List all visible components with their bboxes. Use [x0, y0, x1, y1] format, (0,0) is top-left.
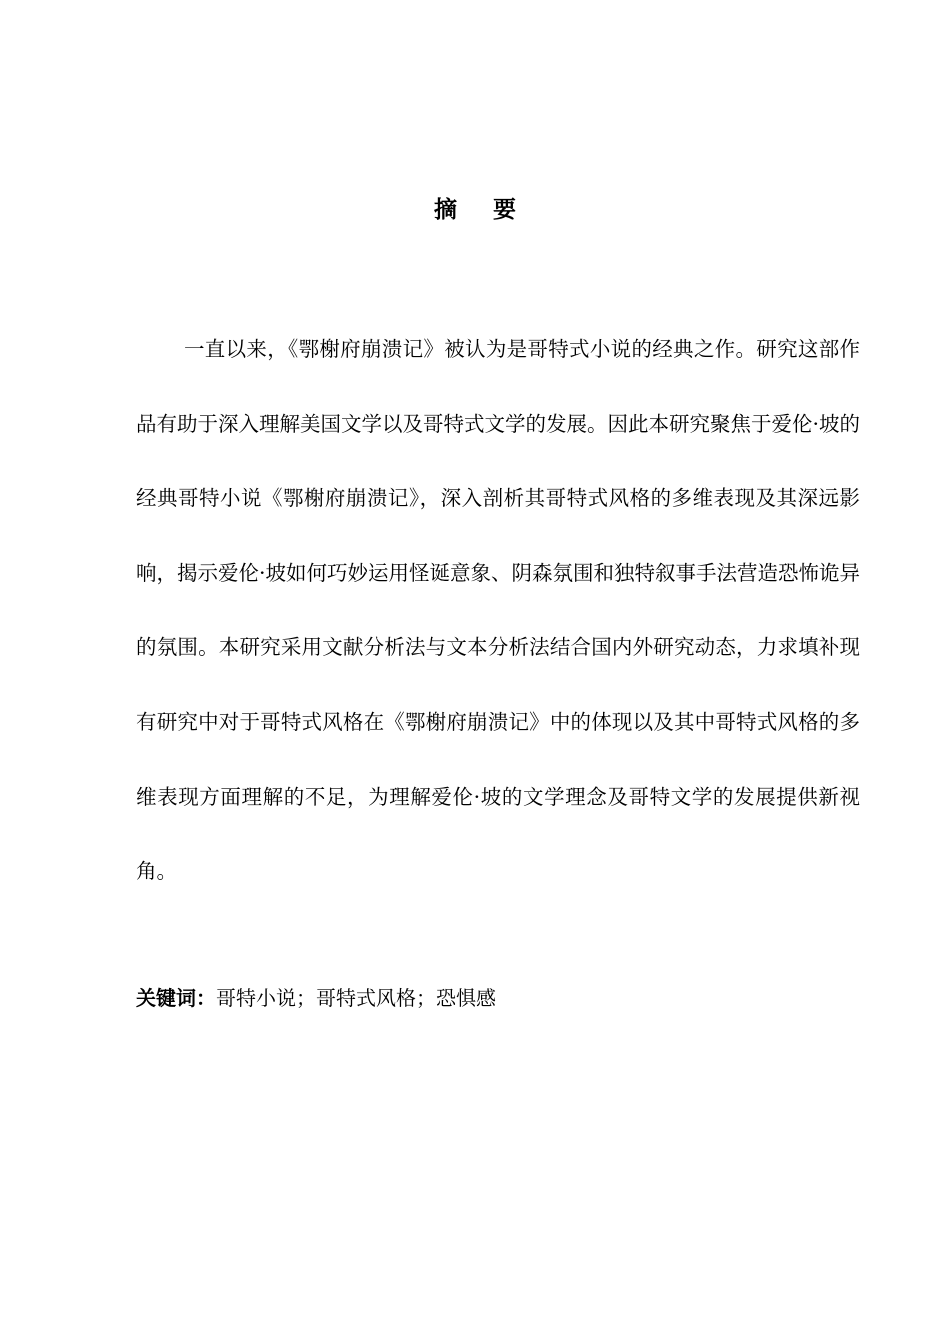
keywords-value: 哥特小说；哥特式风格；恐惧感 [216, 986, 496, 1010]
abstract-title: 摘 要 [433, 197, 530, 223]
keywords-label: 关键词： [136, 986, 216, 1010]
abstract-body: 一直以来，《鄂榭府崩溃记》被认为是哥特式小说的经典之作。研究这部作品有助于深入理解美国文学以及哥特式文学的发展。因此本研究聚焦于爱伦·坡的经典哥特小说《鄂榭府崩溃记》，深入剖析其哥特式风格的多维表现及其深远影响，揭示爱伦·坡如何巧妙运用怪诞意象、阴森氛围和独特叙事手法营造恐怖诡异的氛围。本研究采用文献分析法与文本分析法结合国内外研究动态，力求填补现有研究中对于哥特式风格在《鄂榭府崩溃记》中的体现以及其中哥特式风格的多维表现方面理解的不足，为理解爱伦·坡的文学理念及哥特文学的发展提供新视角。 [136, 337, 861, 884]
keywords-line [136, 980, 860, 1016]
